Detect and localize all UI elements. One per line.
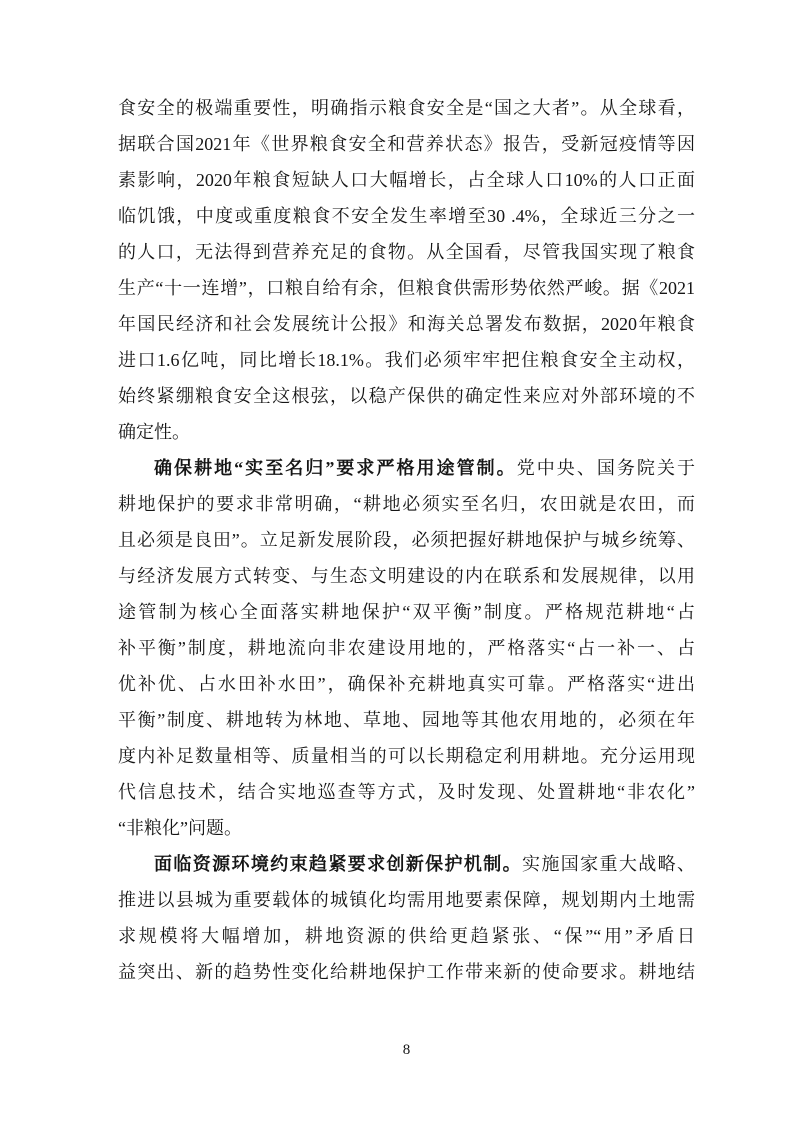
text-line <box>118 234 695 270</box>
text-line <box>118 594 695 630</box>
body-text: 平衡”制度、耕地转为林地、草地、园地等其他农用地的，必须在年 <box>118 710 695 730</box>
text-line <box>118 486 695 522</box>
body-text: 耕地保护的要求非常明确，“耕地必须实至名归，农田就是农田，而 <box>118 494 695 514</box>
text-line <box>118 630 695 666</box>
body-text: 推进以县城为重要载体的城镇化均需用地要素保障，规划期内土地需 <box>118 890 695 910</box>
text-line <box>118 270 695 306</box>
text-line <box>118 882 695 918</box>
text-line <box>118 918 695 954</box>
document-body <box>118 90 695 990</box>
body-text: 进口1.6亿吨，同比增长18.1%。我们必须牢牢把住粮食安全主动权， <box>118 350 695 370</box>
bold-lead-text: 确保耕地“实至名归”要求严格用途管制。 <box>154 458 517 478</box>
body-text: 与经济发展方式转变、与生态文明建设的内在联系和发展规律，以用 <box>118 566 695 586</box>
text-line <box>118 774 695 810</box>
body-text: 途管制为核心全面落实耕地保护“双平衡”制度。严格规范耕地“占 <box>118 602 695 622</box>
body-text: 始终紧绷粮食安全这根弦，以稳产保供的确定性来应对外部环境的不 <box>118 386 695 406</box>
text-line <box>118 522 695 558</box>
body-text: “非粮化”问题。 <box>118 818 242 838</box>
text-line <box>118 414 695 450</box>
body-text: 食安全的极端重要性，明确指示粮食安全是“国之大者”。从全球看， <box>118 98 695 118</box>
text-line <box>118 342 695 378</box>
text-line <box>118 378 695 414</box>
body-text: 实施国家重大战略、 <box>522 854 695 874</box>
text-line <box>118 738 695 774</box>
body-text: 益突出、新的趋势性变化给耕地保护工作带来新的使命要求。耕地结 <box>118 962 695 982</box>
text-line <box>118 666 695 702</box>
body-text: 临饥饿，中度或重度粮食不安全发生率增至30 .4%，全球近三分之一 <box>118 206 695 226</box>
body-text: 代信息技术，结合实地巡查等方式，及时发现、处置耕地“非农化” <box>118 782 695 802</box>
body-text: 优补优、占水田补水田”，确保补充耕地真实可靠。严格落实“进出 <box>118 674 695 694</box>
page-footer <box>118 1040 695 1060</box>
text-line <box>118 306 695 342</box>
body-text: 年国民经济和社会发展统计公报》和海关总署发布数据，2020年粮食 <box>118 314 695 334</box>
body-text: 据联合国2021年《世界粮食安全和营养状态》报告，受新冠疫情等因 <box>118 134 695 154</box>
body-text: 且必须是良田”。立足新发展阶段，必须把握好耕地保护与城乡统筹、 <box>118 530 695 550</box>
text-line <box>118 558 695 594</box>
page-number: 8 <box>402 1042 411 1058</box>
body-text: 度内补足数量相等、质量相当的可以长期稳定利用耕地。充分运用现 <box>118 746 695 766</box>
bold-lead-text: 面临资源环境约束趋紧要求创新保护机制。 <box>154 854 523 874</box>
body-text: 补平衡”制度，耕地流向非农建设用地的，严格落实“占一补一、占 <box>118 638 695 658</box>
text-line <box>118 702 695 738</box>
text-line <box>118 198 695 234</box>
body-text: 的人口，无法得到营养充足的食物。从全国看，尽管我国实现了粮食 <box>118 242 695 262</box>
body-text: 素影响，2020年粮食短缺人口大幅增长，占全球人口10%的人口正面 <box>118 170 695 190</box>
text-line <box>118 162 695 198</box>
paragraph-grain-security <box>118 90 695 450</box>
text-line <box>118 90 695 126</box>
text-line <box>118 846 695 882</box>
text-line <box>118 450 695 486</box>
paragraph-land-use-control <box>118 450 695 846</box>
text-line <box>118 810 695 846</box>
text-line <box>118 954 695 990</box>
body-text: 求规模将大幅增加，耕地资源的供给更趋紧张、“保”“用”矛盾日 <box>118 926 695 946</box>
body-text: 党中央、国务院关于 <box>516 458 695 478</box>
paragraph-resource-constraints <box>118 846 695 990</box>
body-text: 生产“十一连增”，口粮自给有余，但粮食供需形势依然严峻。据《2021 <box>118 278 695 298</box>
text-line <box>118 126 695 162</box>
body-text: 确定性。 <box>118 422 190 442</box>
